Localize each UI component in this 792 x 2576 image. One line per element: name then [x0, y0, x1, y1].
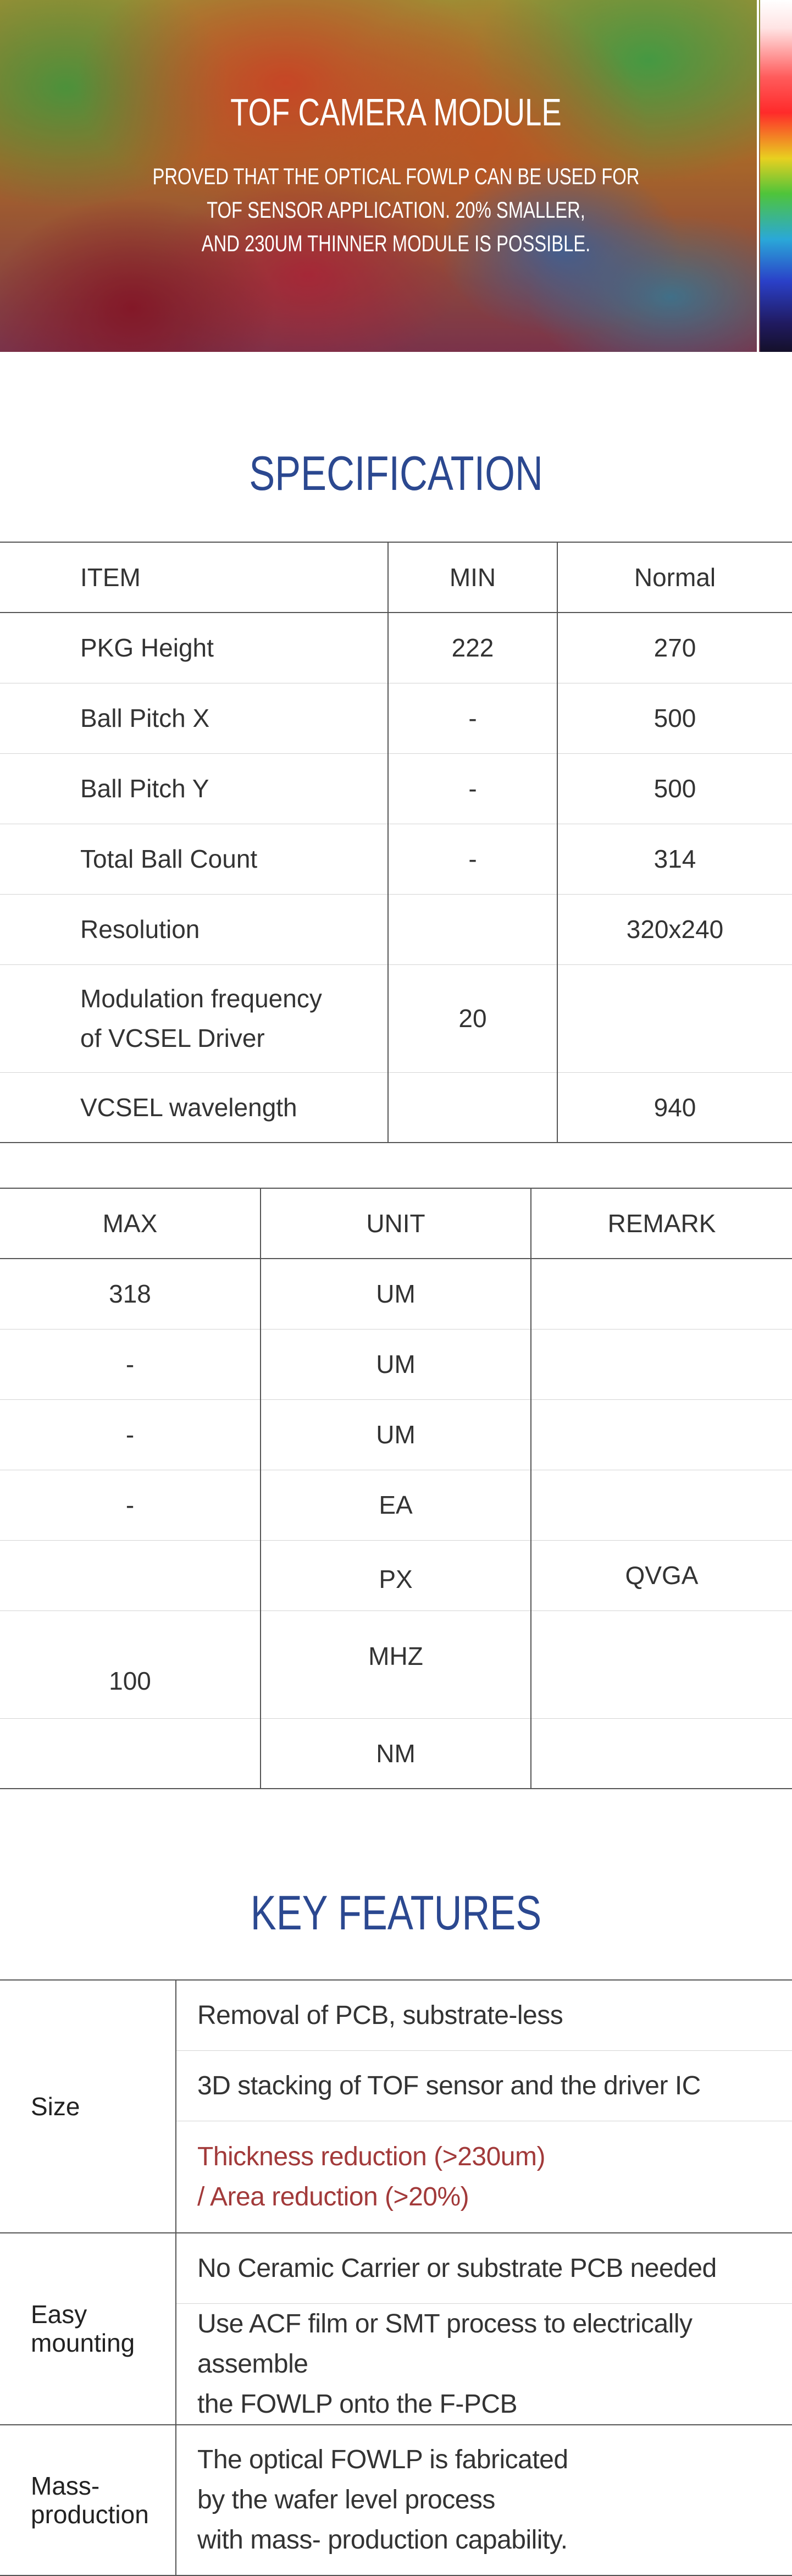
cell-unit: PX: [261, 1540, 531, 1610]
header-item: ITEM: [0, 542, 388, 613]
cell-item: VCSEL wavelength: [0, 1072, 388, 1143]
table-row: [0, 894, 792, 964]
table-row: [0, 1540, 792, 1610]
cell-unit: UM: [261, 1259, 531, 1329]
feature-item-highlight: [176, 2121, 792, 2233]
table-header-row: [0, 542, 792, 613]
header-min: MIN: [388, 542, 557, 613]
cell-unit: EA: [261, 1470, 531, 1540]
cell-normal: 500: [557, 753, 792, 824]
cell-min: -: [388, 683, 557, 753]
hero-subtitle-line: PROVED THAT THE OPTICAL FOWLP CAN BE USED FOR: [152, 163, 640, 189]
table-row: [0, 1718, 792, 1789]
cell-item: Total Ball Count: [0, 824, 388, 894]
header-max: MAX: [0, 1188, 261, 1259]
header-unit: UNIT: [261, 1188, 531, 1259]
table-row: [0, 1399, 792, 1470]
cell-max: -: [0, 1329, 261, 1399]
cell-min: [388, 894, 557, 964]
table-row: [0, 613, 792, 683]
cell-normal: 314: [557, 824, 792, 894]
feature-category-line: Mass-: [31, 2471, 100, 2500]
cell-min: -: [388, 824, 557, 894]
table-row: [0, 1329, 792, 1399]
key-features-title: KEY FEATURES: [250, 1885, 542, 1940]
feature-highlight-line: Thickness reduction (>230um): [197, 2142, 545, 2171]
feature-category-line: Easy: [31, 2300, 87, 2329]
feature-item: No Ceramic Carrier or substrate PCB needed: [176, 2233, 792, 2303]
cell-normal: 500: [557, 683, 792, 753]
cell-remark: [531, 1399, 792, 1470]
cell-max: 318: [109, 1279, 151, 1309]
cell-unit: MHZ: [261, 1610, 531, 1718]
cell-min: -: [388, 753, 557, 824]
key-features-table: [0, 1979, 792, 2576]
table-row: [0, 1610, 792, 1718]
cell-remark: [531, 1610, 792, 1718]
feature-row: [0, 2425, 792, 2575]
feature-item: [176, 2303, 792, 2425]
feature-item: Removal of PCB, substrate-less: [197, 2000, 563, 2030]
feature-highlight-line: / Area reduction (>20%): [197, 2182, 469, 2211]
feature-item: 3D stacking of TOF sensor and the driver IC: [176, 2050, 792, 2121]
cell-min: 20: [388, 964, 557, 1072]
feature-category-line: mounting: [31, 2329, 135, 2358]
table-header-row: [0, 1188, 792, 1259]
table-row: [0, 824, 792, 894]
feature-item-line: by the wafer level process: [197, 2485, 495, 2514]
table-row: [0, 1259, 792, 1329]
table-row: [0, 1072, 792, 1143]
table-row: [0, 964, 792, 1072]
feature-item: [176, 2425, 792, 2575]
cell-max: 100: [0, 1610, 261, 1718]
cell-item: Ball Pitch Y: [0, 753, 388, 824]
table-row: [0, 683, 792, 753]
feature-item-line: with mass- production capability.: [197, 2525, 568, 2555]
feature-item-line: Use ACF film or SMT process to electrically assemble: [197, 2309, 693, 2379]
feature-category: Size: [0, 1980, 176, 2233]
cell-max: [0, 1718, 261, 1789]
feature-category-line: production: [31, 2500, 149, 2529]
header-normal: Normal: [557, 542, 792, 613]
feature-item-line: the FOWLP onto the F-PCB: [197, 2389, 518, 2419]
cell-normal: 270: [557, 613, 792, 683]
table-row: [0, 753, 792, 824]
feature-row: [0, 1980, 792, 2050]
hero-title: TOF CAMERA MODULE: [230, 91, 562, 134]
cell-remark: QVGA: [531, 1540, 792, 1610]
cell-remark: [531, 1259, 792, 1329]
cell-max: -: [0, 1399, 261, 1470]
cell-max: -: [0, 1470, 261, 1540]
cell-item: [0, 964, 388, 1072]
cell-normal: 320x240: [557, 894, 792, 964]
feature-row: [0, 2233, 792, 2303]
hero-subtitle: [87, 159, 705, 260]
cell-item: PKG Height: [80, 633, 214, 663]
cell-remark: [531, 1470, 792, 1540]
feature-category: [0, 2233, 176, 2425]
table-row: [0, 1470, 792, 1540]
cell-normal: 940: [557, 1072, 792, 1143]
cell-unit: UM: [261, 1329, 531, 1399]
hero-banner: [0, 0, 792, 352]
cell-min: 222: [388, 613, 557, 683]
hero-subtitle-line: TOF SENSOR APPLICATION. 20% SMALLER,: [207, 197, 585, 223]
cell-item-line: of VCSEL Driver: [80, 1024, 265, 1052]
specification-title: SPECIFICATION: [249, 446, 543, 500]
thermal-scale-bar: [748, 0, 792, 352]
cell-remark: [531, 1329, 792, 1399]
hero-subtitle-line: AND 230UM THINNER MODULE IS POSSIBLE.: [201, 230, 591, 256]
cell-unit: NM: [261, 1718, 531, 1789]
feature-item-line: The optical FOWLP is fabricated: [197, 2445, 568, 2474]
cell-item: Ball Pitch X: [0, 683, 388, 753]
header-remark: REMARK: [531, 1188, 792, 1259]
cell-max: [0, 1540, 261, 1610]
cell-normal: [557, 964, 792, 1072]
spec-table-part2: [0, 1188, 792, 1789]
cell-item-line: Modulation frequency: [80, 984, 322, 1013]
cell-remark: [531, 1718, 792, 1789]
feature-category: [0, 2425, 176, 2575]
cell-unit: UM: [261, 1399, 531, 1470]
spec-table-part1: [0, 542, 792, 1143]
cell-item: Resolution: [0, 894, 388, 964]
cell-min: [388, 1072, 557, 1143]
